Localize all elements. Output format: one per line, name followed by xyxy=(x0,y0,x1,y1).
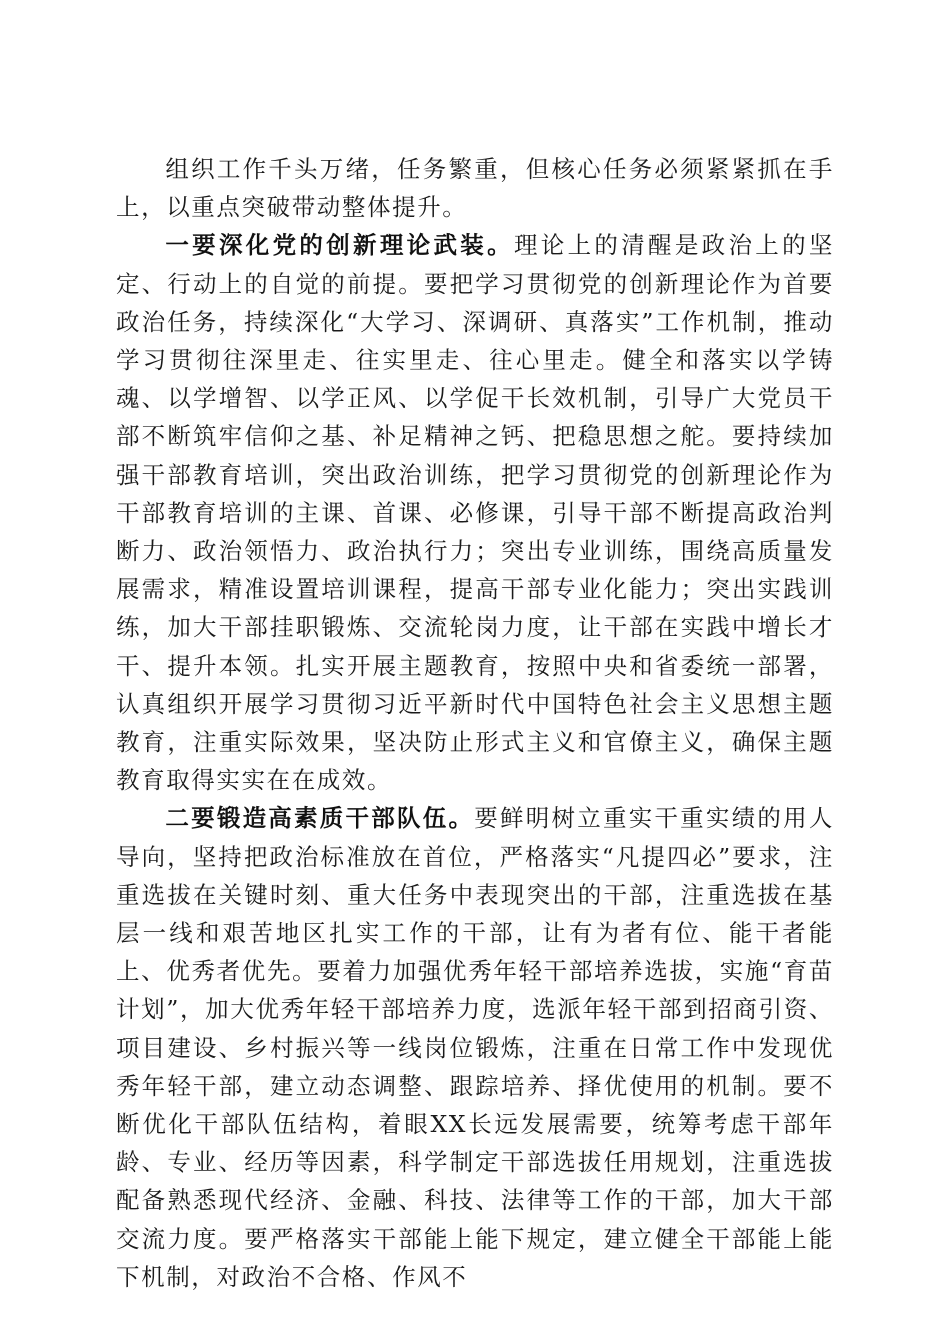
document-body xyxy=(116,150,834,1296)
paragraph-theory-arming xyxy=(116,226,834,799)
paragraph-theory-arming-text: 理论上的清醒是政治上的坚定、行动上的自觉的前提。要把学习贯彻党的创新理论作为首要政治任务，持续深化“大学习、深调研、真落实”工作机制，推动学习贯彻往深里走、往实里走、往心里走。健全和落实以学铸魂、以学增智、以学正风、以学促干长效机制，引导广大党员干部不断筑牢信仰之基、补足精神之钙、把稳思想之舵。要持续加强干部教育培训，突出政治训练，把学习贯彻党的创新理论作为干部教育培训的主课、首课、必修课，引导干部不断提高政治判断力、政治领悟力、政治执行力；突出专业训练，围绕高质量发展需求，精准设置培训课程，提高干部专业化能力；突出实践训练，加大干部挂职锻炼、交流轮岗力度，让干部在实践中增长才干、提升本领。扎实开展主题教育，按照中央和省委统一部署，认真组织开展学习贯彻习近平新时代中国特色社会主义思想主题教育，注重实际效果，坚决防止形式主义和官僚主义，确保主题教育取得实实在在成效。 xyxy=(116,231,834,795)
paragraph-theory-arming-heading: 一要深化党的创新理论武装。 xyxy=(165,231,514,260)
paragraph-cadre-team xyxy=(116,799,834,1296)
paragraph-cadre-team-text: 要鲜明树立重实干重实绩的用人导向，坚持把政治标准放在首位，严格落实“凡提四必”要求，注重选拔在关键时刻、重大任务中表现突出的干部，注重选拔在基层一线和艰苦地区扎实工作的干部，让有为者有位、能干者能上、优秀者优先。要着力加强优秀年轻干部培养选拔，实施“育苗计划”，加大优秀年轻干部培养力度，选派年轻干部到招商引资、项目建设、乡村振兴等一线岗位锻炼，注重在日常工作中发现优秀年轻干部，建立动态调整、跟踪培养、择优使用的机制。要不断优化干部队伍结构，着眼XX长远发展需要，统筹考虑干部年龄、专业、经历等因素，科学制定干部选拔任用规划，注重选拔配备熟悉现代经济、金融、科技、法律等工作的干部，加大干部交流力度。要严格落实干部能上能下规定，建立健全干部能上能下机制，对政治不合格、作风不 xyxy=(116,804,834,1291)
paragraph-cadre-team-heading: 二要锻造高素质干部队伍。 xyxy=(165,804,475,833)
paragraph-intro xyxy=(116,150,834,226)
paragraph-intro-text: 组织工作千头万绪，任务繁重，但核心任务必须紧紧抓在手上，以重点突破带动整体提升。 xyxy=(116,155,834,222)
